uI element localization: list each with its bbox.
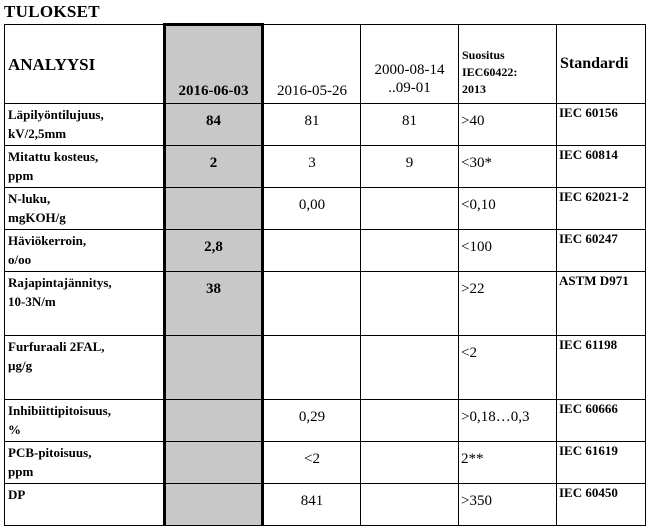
value-2016-05-26-text [264,336,360,345]
analysis-name-line1: PCB-pitoisuus, [8,445,92,460]
header-date1-label: 2016-06-03 [178,83,249,99]
analysis-name [5,484,165,526]
value-2016-06-03-text [166,188,261,197]
header-date-2016-06-03 [165,25,263,104]
value-2016-06-03-text: 2 [209,155,218,171]
analysis-name-line1: Mitattu kosteus, [8,149,99,164]
analysis-name [5,230,165,272]
analysis-name-line2: mgKOH/g [8,210,66,225]
value-2016-06-03 [165,272,263,336]
standard-value: IEC 60666 [557,400,646,442]
value-2000-08-14-text [361,336,458,345]
recommendation-value [459,104,557,146]
recommendation-text: >40 [461,113,485,129]
value-2016-05-26 [263,336,361,400]
analysis-name-line2: 10-3N/m [8,294,56,309]
analysis-name-line2: kV/2,5mm [8,126,67,141]
analysis-name [5,336,165,400]
analysis-name-line2: µg/g [8,358,33,373]
value-2016-06-03-text: 2,8 [204,239,223,255]
analysis-name [5,188,165,230]
value-2016-05-26 [263,230,361,272]
value-2016-05-26-text: <2 [304,451,320,467]
header-analyysi [5,25,165,104]
analysis-name [5,442,165,484]
analysis-name-line1: N-luku, [8,191,51,206]
value-2016-05-26 [263,484,361,526]
value-2016-05-26 [263,442,361,484]
value-2000-08-14-text: 81 [402,113,417,129]
header-date3-line1: 2000-08-14 [374,62,445,78]
value-2000-08-14-text [361,230,458,239]
header-rec-line2: IEC60422: [462,65,518,79]
value-2000-08-14-text [361,484,458,493]
value-2000-08-14 [361,230,459,272]
header-date2-label: 2016-05-26 [277,83,347,99]
header-recommendation [459,25,557,104]
recommendation-text: <100 [461,239,492,255]
results-table [4,23,646,526]
value-2000-08-14-text [361,188,458,197]
recommendation-text: >22 [461,281,485,297]
value-2016-05-26 [263,400,361,442]
recommendation-value [459,272,557,336]
page-title: TULOKSET [4,2,100,21]
value-2016-06-03-text [166,442,261,451]
value-2000-08-14-text: 9 [405,155,414,171]
header-standard [557,25,646,104]
value-2016-06-03 [165,400,263,442]
value-2016-05-26-text: 0,29 [298,409,326,425]
header-analyysi-label: ANALYYSI [8,55,96,74]
analysis-name-line1: Häviökerroin, [8,233,87,248]
value-2016-06-03-text [166,336,261,345]
analysis-name-line2: ppm [8,464,34,479]
recommendation-value [459,484,557,526]
recommendation-value [459,230,557,272]
value-2016-05-26 [263,188,361,230]
analysis-name [5,104,165,146]
table-row [5,336,646,400]
recommendation-text: >350 [461,493,492,509]
analysis-name-line1: Inhibiittipitoisuus, [8,403,111,418]
value-2016-05-26-text [264,272,360,281]
value-2000-08-14-text [361,400,458,409]
value-2016-06-03 [165,188,263,230]
standard-value: ASTM D971 [557,272,646,336]
value-2016-06-03 [165,230,263,272]
value-2000-08-14 [361,146,459,188]
value-2016-06-03-text [166,400,261,409]
analysis-name [5,146,165,188]
recommendation-text: >0,18…0,3 [461,409,530,425]
value-2000-08-14-text [361,272,458,281]
value-2000-08-14 [361,336,459,400]
value-2016-05-26-text: 841 [300,493,324,509]
value-2016-06-03 [165,442,263,484]
recommendation-value [459,336,557,400]
value-2016-06-03-text: 38 [206,281,221,297]
value-2000-08-14 [361,400,459,442]
table-row [5,400,646,442]
table-row [5,146,646,188]
standard-value: IEC 60450 [557,484,646,526]
value-2000-08-14 [361,442,459,484]
table-row [5,484,646,526]
analysis-name-line2: ppm [8,168,34,183]
standard-value: IEC 60814 [557,146,646,188]
analysis-name-line1: Furfuraali 2FAL, [8,339,105,354]
standard-value: IEC 62021-2 [557,188,646,230]
standard-value: IEC 60247 [557,230,646,272]
value-2016-05-26-text: 0,00 [298,197,326,213]
value-2016-06-03 [165,484,263,526]
standard-value: IEC 61198 [557,336,646,400]
value-2000-08-14-text [361,442,458,451]
header-date-2000 [361,25,459,104]
recommendation-value [459,442,557,484]
header-rec-line3: 2013 [462,82,486,96]
analysis-name-line1: Rajapintajännitys, [8,275,112,290]
analysis-name-line1: DP [8,487,26,502]
value-2016-05-26 [263,272,361,336]
value-2000-08-14 [361,104,459,146]
table-row [5,188,646,230]
value-2016-06-03-text [166,484,261,493]
table-row [5,104,646,146]
value-2016-05-26 [263,146,361,188]
standard-value: IEC 61619 [557,442,646,484]
value-2016-05-26 [263,104,361,146]
value-2000-08-14 [361,484,459,526]
analysis-name-line1: Läpilyöntilujuus, [8,107,104,122]
header-date3-line2: ..09-01 [388,80,431,96]
analysis-name [5,272,165,336]
value-2016-05-26-text: 3 [308,155,316,171]
analysis-name [5,400,165,442]
recommendation-value [459,188,557,230]
value-2000-08-14 [361,272,459,336]
header-standard-label: Standardi [560,55,629,72]
value-2016-05-26-text: 81 [304,113,320,129]
value-2016-06-03 [165,104,263,146]
analysis-name-line2: % [8,422,21,437]
recommendation-text: <0,10 [461,197,496,213]
header-rec-line1: Suositus [462,48,505,62]
table-header-row [5,25,646,104]
value-2016-06-03 [165,336,263,400]
value-2016-06-03 [165,146,263,188]
header-date-2016-05-26 [263,25,361,104]
table-row [5,272,646,336]
table-row [5,442,646,484]
table-row [5,230,646,272]
value-2016-06-03-text: 84 [206,113,221,129]
recommendation-text: 2** [461,451,484,467]
recommendation-text: <30* [461,155,492,171]
value-2016-05-26-text [264,230,360,239]
recommendation-text: <2 [461,345,477,361]
value-2000-08-14 [361,188,459,230]
recommendation-value [459,146,557,188]
standard-value: IEC 60156 [557,104,646,146]
analysis-name-line2: o/oo [8,252,32,267]
recommendation-value [459,400,557,442]
